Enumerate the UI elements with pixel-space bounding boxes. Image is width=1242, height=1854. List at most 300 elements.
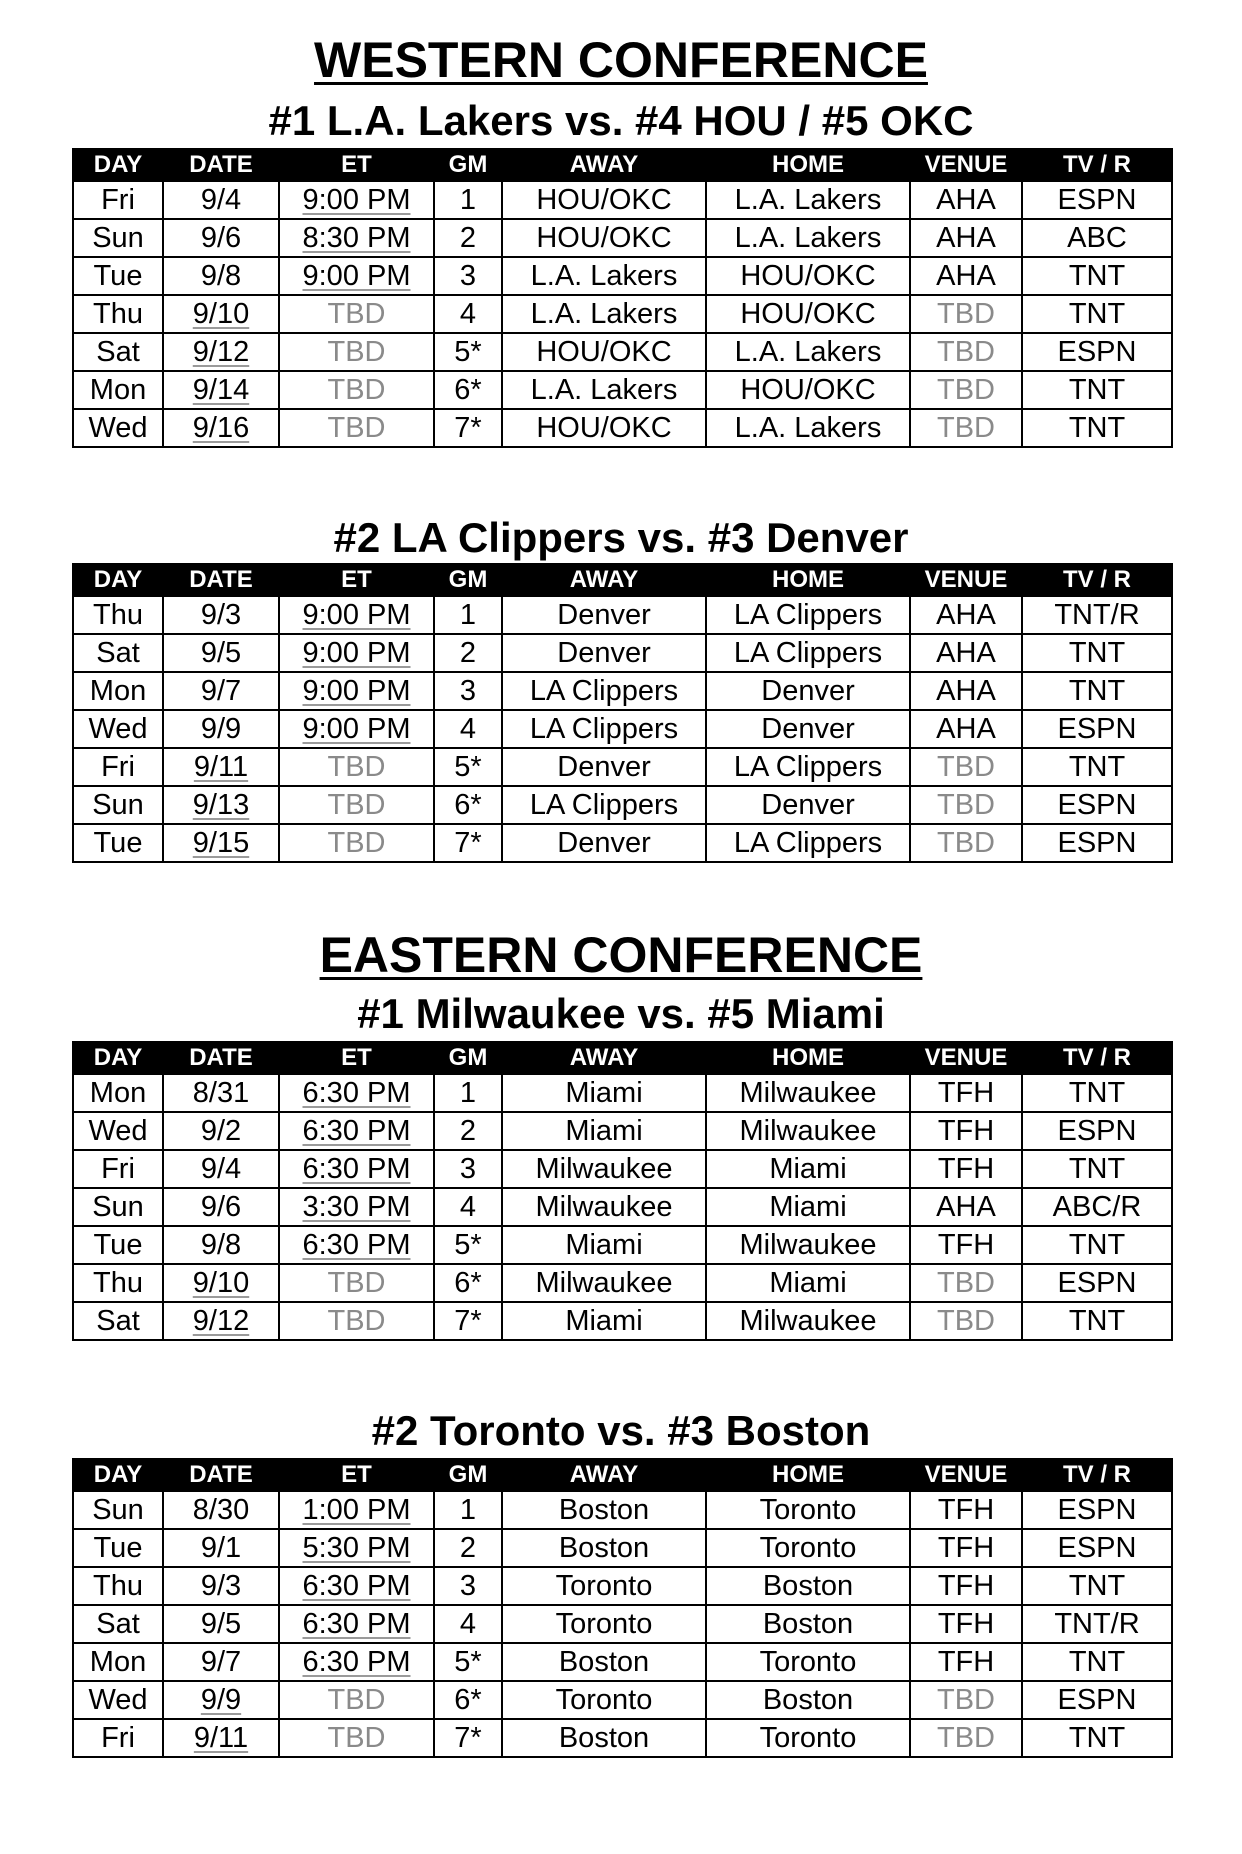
column-header-day: DAY <box>73 1042 163 1074</box>
cell-home: L.A. Lakers <box>706 181 910 219</box>
cell-gm: 7* <box>434 1302 502 1340</box>
cell-venue: TBD <box>910 1681 1022 1719</box>
cell-home: Boston <box>706 1567 910 1605</box>
cell-venue: AHA <box>910 672 1022 710</box>
cell-day: Tue <box>73 824 163 862</box>
et-value: TBD <box>327 1266 386 1299</box>
cell-gm: 2 <box>434 219 502 257</box>
column-header-gm: GM <box>434 1042 502 1074</box>
cell-gm: 2 <box>434 634 502 672</box>
cell-home: LA Clippers <box>706 596 910 634</box>
column-header-away: AWAY <box>502 564 706 596</box>
et-value: 6:30 PM <box>302 1114 411 1147</box>
column-header-away: AWAY <box>502 1042 706 1074</box>
cell-tv: ESPN <box>1022 710 1172 748</box>
cell-date <box>163 710 279 748</box>
cell-et <box>279 1302 434 1340</box>
cell-home: LA Clippers <box>706 634 910 672</box>
header-row <box>73 1042 1172 1074</box>
cell-away: Boston <box>502 1529 706 1567</box>
cell-away: Boston <box>502 1719 706 1757</box>
cell-date <box>163 1681 279 1719</box>
cell-away: Boston <box>502 1643 706 1681</box>
series-title-clippers: #2 LA Clippers vs. #3 Denver <box>333 514 909 561</box>
cell-away: Miami <box>502 1226 706 1264</box>
cell-gm: 6* <box>434 1681 502 1719</box>
cell-away: HOU/OKC <box>502 333 706 371</box>
column-header-gm: GM <box>434 564 502 596</box>
cell-home: L.A. Lakers <box>706 219 910 257</box>
table-row <box>73 295 1172 333</box>
cell-day: Sat <box>73 1605 163 1643</box>
western-conference-title: WESTERN CONFERENCE <box>314 32 928 88</box>
cell-tv: ESPN <box>1022 1112 1172 1150</box>
cell-away: HOU/OKC <box>502 181 706 219</box>
date-value: 9/8 <box>200 1228 242 1261</box>
table-row <box>73 1188 1172 1226</box>
cell-gm: 7* <box>434 409 502 447</box>
et-value: 9:00 PM <box>302 183 411 216</box>
cell-date <box>163 219 279 257</box>
column-header-venue: VENUE <box>910 1042 1022 1074</box>
cell-gm: 4 <box>434 1605 502 1643</box>
cell-tv: TNT <box>1022 1643 1172 1681</box>
cell-et <box>279 1719 434 1757</box>
schedule-table-toronto <box>72 1458 1173 1758</box>
column-header-home: HOME <box>706 149 910 181</box>
cell-et <box>279 1491 434 1529</box>
cell-day: Mon <box>73 672 163 710</box>
cell-home: Toronto <box>706 1719 910 1757</box>
cell-away: Denver <box>502 596 706 634</box>
cell-date <box>163 1188 279 1226</box>
column-header-home: HOME <box>706 1459 910 1491</box>
date-value: 8/30 <box>192 1493 250 1526</box>
et-value: TBD <box>327 1721 386 1754</box>
cell-gm: 6* <box>434 371 502 409</box>
cell-date <box>163 1264 279 1302</box>
et-value: TBD <box>327 750 386 783</box>
table-row <box>73 1264 1172 1302</box>
cell-day: Fri <box>73 181 163 219</box>
cell-date <box>163 748 279 786</box>
cell-venue: AHA <box>910 219 1022 257</box>
table-row <box>73 1719 1172 1757</box>
cell-venue: TFH <box>910 1074 1022 1112</box>
et-value: 6:30 PM <box>302 1228 411 1261</box>
cell-date <box>163 1567 279 1605</box>
cell-gm: 4 <box>434 1188 502 1226</box>
date-value: 9/4 <box>200 1152 242 1185</box>
cell-tv: TNT <box>1022 295 1172 333</box>
table-row <box>73 1150 1172 1188</box>
column-header-et: ET <box>279 564 434 596</box>
date-value: 9/5 <box>200 1607 242 1640</box>
cell-home: Milwaukee <box>706 1112 910 1150</box>
cell-date <box>163 1074 279 1112</box>
cell-et <box>279 786 434 824</box>
column-header-date: DATE <box>163 1042 279 1074</box>
table-row <box>73 634 1172 672</box>
cell-home: LA Clippers <box>706 748 910 786</box>
cell-gm: 2 <box>434 1112 502 1150</box>
date-value: 9/1 <box>200 1531 242 1564</box>
column-header-date: DATE <box>163 149 279 181</box>
column-header-date: DATE <box>163 1459 279 1491</box>
cell-gm: 5* <box>434 333 502 371</box>
date-value: 9/9 <box>200 712 242 745</box>
cell-tv: ESPN <box>1022 333 1172 371</box>
cell-venue: TBD <box>910 1302 1022 1340</box>
date-value: 9/3 <box>200 1569 242 1602</box>
column-header-et: ET <box>279 1459 434 1491</box>
et-value: 6:30 PM <box>302 1645 411 1678</box>
cell-gm: 3 <box>434 1150 502 1188</box>
table-row <box>73 219 1172 257</box>
cell-home: Toronto <box>706 1643 910 1681</box>
et-value: 6:30 PM <box>302 1152 411 1185</box>
date-value: 9/2 <box>200 1114 242 1147</box>
cell-day: Thu <box>73 295 163 333</box>
et-value: TBD <box>327 826 386 859</box>
cell-et <box>279 1643 434 1681</box>
cell-home: LA Clippers <box>706 824 910 862</box>
cell-venue: TFH <box>910 1150 1022 1188</box>
cell-et <box>279 295 434 333</box>
cell-tv: TNT <box>1022 257 1172 295</box>
cell-day: Mon <box>73 371 163 409</box>
cell-day: Fri <box>73 748 163 786</box>
cell-home: Denver <box>706 672 910 710</box>
cell-tv: ABC/R <box>1022 1188 1172 1226</box>
cell-date <box>163 824 279 862</box>
cell-tv: TNT <box>1022 672 1172 710</box>
column-header-gm: GM <box>434 1459 502 1491</box>
cell-gm: 6* <box>434 1264 502 1302</box>
cell-et <box>279 371 434 409</box>
et-value: 1:00 PM <box>302 1493 411 1526</box>
cell-date <box>163 1302 279 1340</box>
cell-tv: TNT/R <box>1022 1605 1172 1643</box>
cell-venue: TFH <box>910 1567 1022 1605</box>
cell-venue: TFH <box>910 1491 1022 1529</box>
table-row <box>73 1643 1172 1681</box>
table-row <box>73 1567 1172 1605</box>
table-row <box>73 1605 1172 1643</box>
series-title-lakers: #1 L.A. Lakers vs. #4 HOU / #5 OKC <box>268 97 974 144</box>
date-value: 9/4 <box>200 183 242 216</box>
cell-gm: 1 <box>434 1074 502 1112</box>
cell-venue: AHA <box>910 257 1022 295</box>
date-value: 9/6 <box>200 1190 242 1223</box>
cell-venue: TBD <box>910 371 1022 409</box>
date-value: 9/7 <box>200 674 242 707</box>
cell-away: LA Clippers <box>502 786 706 824</box>
schedule-table-clippers <box>72 563 1173 863</box>
et-value: 8:30 PM <box>302 221 411 254</box>
table-row <box>73 748 1172 786</box>
cell-venue: TBD <box>910 1719 1022 1757</box>
cell-tv: ESPN <box>1022 1491 1172 1529</box>
date-value: 9/12 <box>192 1304 250 1337</box>
cell-away: LA Clippers <box>502 672 706 710</box>
et-value: TBD <box>327 788 386 821</box>
cell-date <box>163 1605 279 1643</box>
cell-et <box>279 596 434 634</box>
table-row <box>73 1681 1172 1719</box>
cell-date <box>163 1529 279 1567</box>
et-value: 9:00 PM <box>302 259 411 292</box>
column-header-venue: VENUE <box>910 149 1022 181</box>
cell-gm: 5* <box>434 748 502 786</box>
table-row <box>73 1074 1172 1112</box>
cell-day: Sun <box>73 786 163 824</box>
cell-et <box>279 1681 434 1719</box>
header-row <box>73 1459 1172 1491</box>
cell-tv: TNT <box>1022 1150 1172 1188</box>
table-row <box>73 710 1172 748</box>
cell-venue: TFH <box>910 1112 1022 1150</box>
cell-away: Toronto <box>502 1681 706 1719</box>
schedule-table-lakers <box>72 148 1173 448</box>
cell-away: Milwaukee <box>502 1188 706 1226</box>
cell-et <box>279 257 434 295</box>
column-header-venue: VENUE <box>910 1459 1022 1491</box>
cell-day: Fri <box>73 1719 163 1757</box>
table-row <box>73 786 1172 824</box>
cell-day: Mon <box>73 1074 163 1112</box>
date-value: 9/14 <box>192 373 250 406</box>
cell-day: Wed <box>73 1112 163 1150</box>
cell-day: Sun <box>73 1188 163 1226</box>
table-row <box>73 1491 1172 1529</box>
et-value: TBD <box>327 335 386 368</box>
cell-gm: 2 <box>434 1529 502 1567</box>
cell-et <box>279 1226 434 1264</box>
date-value: 9/9 <box>200 1683 242 1716</box>
table-row <box>73 1529 1172 1567</box>
cell-et <box>279 824 434 862</box>
cell-day: Thu <box>73 596 163 634</box>
cell-date <box>163 1226 279 1264</box>
cell-venue: TFH <box>910 1643 1022 1681</box>
cell-date <box>163 371 279 409</box>
cell-et <box>279 1605 434 1643</box>
et-value: 3:30 PM <box>302 1190 411 1223</box>
cell-et <box>279 1150 434 1188</box>
column-header-tv: TV / R <box>1022 1459 1172 1491</box>
cell-away: L.A. Lakers <box>502 295 706 333</box>
date-value: 8/31 <box>192 1076 250 1109</box>
cell-day: Mon <box>73 1643 163 1681</box>
cell-day: Thu <box>73 1567 163 1605</box>
cell-tv: ESPN <box>1022 181 1172 219</box>
column-header-date: DATE <box>163 564 279 596</box>
et-value: 9:00 PM <box>302 636 411 669</box>
column-header-away: AWAY <box>502 149 706 181</box>
cell-venue: TBD <box>910 786 1022 824</box>
cell-home: Miami <box>706 1188 910 1226</box>
cell-home: L.A. Lakers <box>706 409 910 447</box>
cell-et <box>279 181 434 219</box>
cell-tv: ESPN <box>1022 1529 1172 1567</box>
header-row <box>73 149 1172 181</box>
cell-et <box>279 1112 434 1150</box>
et-value: 6:30 PM <box>302 1076 411 1109</box>
cell-home: Denver <box>706 710 910 748</box>
header-row <box>73 564 1172 596</box>
cell-date <box>163 295 279 333</box>
cell-home: Toronto <box>706 1491 910 1529</box>
cell-home: Boston <box>706 1681 910 1719</box>
cell-tv: TNT <box>1022 1302 1172 1340</box>
cell-day: Sun <box>73 1491 163 1529</box>
cell-away: Denver <box>502 824 706 862</box>
series-title-milwaukee: #1 Milwaukee vs. #5 Miami <box>357 990 885 1037</box>
column-header-venue: VENUE <box>910 564 1022 596</box>
cell-gm: 1 <box>434 181 502 219</box>
cell-venue: TBD <box>910 1264 1022 1302</box>
et-value: 9:00 PM <box>302 674 411 707</box>
cell-venue: TBD <box>910 409 1022 447</box>
cell-et <box>279 1529 434 1567</box>
column-header-away: AWAY <box>502 1459 706 1491</box>
cell-day: Sat <box>73 1302 163 1340</box>
cell-et <box>279 634 434 672</box>
column-header-et: ET <box>279 1042 434 1074</box>
column-header-day: DAY <box>73 1459 163 1491</box>
cell-date <box>163 1491 279 1529</box>
cell-date <box>163 181 279 219</box>
cell-tv: TNT <box>1022 409 1172 447</box>
table-row <box>73 1226 1172 1264</box>
cell-day: Tue <box>73 1226 163 1264</box>
cell-day: Sat <box>73 333 163 371</box>
cell-home: Milwaukee <box>706 1226 910 1264</box>
table-row <box>73 672 1172 710</box>
table-row <box>73 181 1172 219</box>
cell-away: HOU/OKC <box>502 409 706 447</box>
table-row <box>73 371 1172 409</box>
et-value: 6:30 PM <box>302 1607 411 1640</box>
cell-tv: ESPN <box>1022 786 1172 824</box>
cell-date <box>163 1150 279 1188</box>
cell-gm: 4 <box>434 295 502 333</box>
cell-gm: 3 <box>434 257 502 295</box>
cell-away: Denver <box>502 634 706 672</box>
cell-et <box>279 219 434 257</box>
date-value: 9/5 <box>200 636 242 669</box>
cell-date <box>163 1719 279 1757</box>
cell-venue: TBD <box>910 748 1022 786</box>
cell-venue: AHA <box>910 181 1022 219</box>
cell-home: HOU/OKC <box>706 257 910 295</box>
cell-away: Miami <box>502 1302 706 1340</box>
et-value: TBD <box>327 411 386 444</box>
cell-tv: ESPN <box>1022 1681 1172 1719</box>
cell-date <box>163 596 279 634</box>
cell-gm: 3 <box>434 672 502 710</box>
cell-away: L.A. Lakers <box>502 257 706 295</box>
cell-et <box>279 1264 434 1302</box>
cell-gm: 7* <box>434 1719 502 1757</box>
cell-away: Milwaukee <box>502 1150 706 1188</box>
cell-date <box>163 257 279 295</box>
cell-date <box>163 1112 279 1150</box>
cell-venue: TFH <box>910 1529 1022 1567</box>
cell-gm: 1 <box>434 1491 502 1529</box>
cell-tv: TNT <box>1022 1074 1172 1112</box>
et-value: TBD <box>327 297 386 330</box>
cell-tv: TNT <box>1022 1719 1172 1757</box>
cell-venue: AHA <box>910 710 1022 748</box>
cell-et <box>279 1567 434 1605</box>
cell-home: Toronto <box>706 1529 910 1567</box>
column-header-home: HOME <box>706 564 910 596</box>
cell-home: HOU/OKC <box>706 371 910 409</box>
cell-day: Fri <box>73 1150 163 1188</box>
date-value: 9/16 <box>192 411 250 444</box>
date-value: 9/3 <box>200 598 242 631</box>
cell-home: Milwaukee <box>706 1302 910 1340</box>
cell-away: L.A. Lakers <box>502 371 706 409</box>
cell-day: Sun <box>73 219 163 257</box>
cell-day: Sat <box>73 634 163 672</box>
column-header-tv: TV / R <box>1022 564 1172 596</box>
cell-gm: 4 <box>434 710 502 748</box>
cell-gm: 5* <box>434 1643 502 1681</box>
date-value: 9/10 <box>192 1266 250 1299</box>
date-value: 9/7 <box>200 1645 242 1678</box>
cell-et <box>279 409 434 447</box>
cell-day: Wed <box>73 409 163 447</box>
cell-et <box>279 710 434 748</box>
cell-gm: 6* <box>434 786 502 824</box>
column-header-day: DAY <box>73 564 163 596</box>
cell-gm: 5* <box>434 1226 502 1264</box>
cell-away: Boston <box>502 1491 706 1529</box>
cell-venue: AHA <box>910 1188 1022 1226</box>
column-header-day: DAY <box>73 149 163 181</box>
cell-gm: 7* <box>434 824 502 862</box>
cell-away: Miami <box>502 1074 706 1112</box>
cell-away: Denver <box>502 748 706 786</box>
series-title-toronto: #2 Toronto vs. #3 Boston <box>371 1407 871 1454</box>
cell-tv: TNT <box>1022 371 1172 409</box>
cell-home: Denver <box>706 786 910 824</box>
cell-date <box>163 409 279 447</box>
date-value: 9/15 <box>192 826 250 859</box>
date-value: 9/6 <box>200 221 242 254</box>
cell-tv: TNT <box>1022 1226 1172 1264</box>
cell-date <box>163 333 279 371</box>
cell-date <box>163 786 279 824</box>
cell-et <box>279 1188 434 1226</box>
cell-away: Milwaukee <box>502 1264 706 1302</box>
cell-tv: TNT <box>1022 634 1172 672</box>
cell-venue: TFH <box>910 1605 1022 1643</box>
date-value: 9/11 <box>193 750 249 783</box>
cell-away: Toronto <box>502 1567 706 1605</box>
cell-home: Boston <box>706 1605 910 1643</box>
et-value: 9:00 PM <box>302 712 411 745</box>
column-header-gm: GM <box>434 149 502 181</box>
cell-tv: TNT <box>1022 1567 1172 1605</box>
et-value: 5:30 PM <box>302 1531 411 1564</box>
cell-venue: TFH <box>910 1226 1022 1264</box>
date-value: 9/8 <box>200 259 242 292</box>
cell-day: Tue <box>73 257 163 295</box>
